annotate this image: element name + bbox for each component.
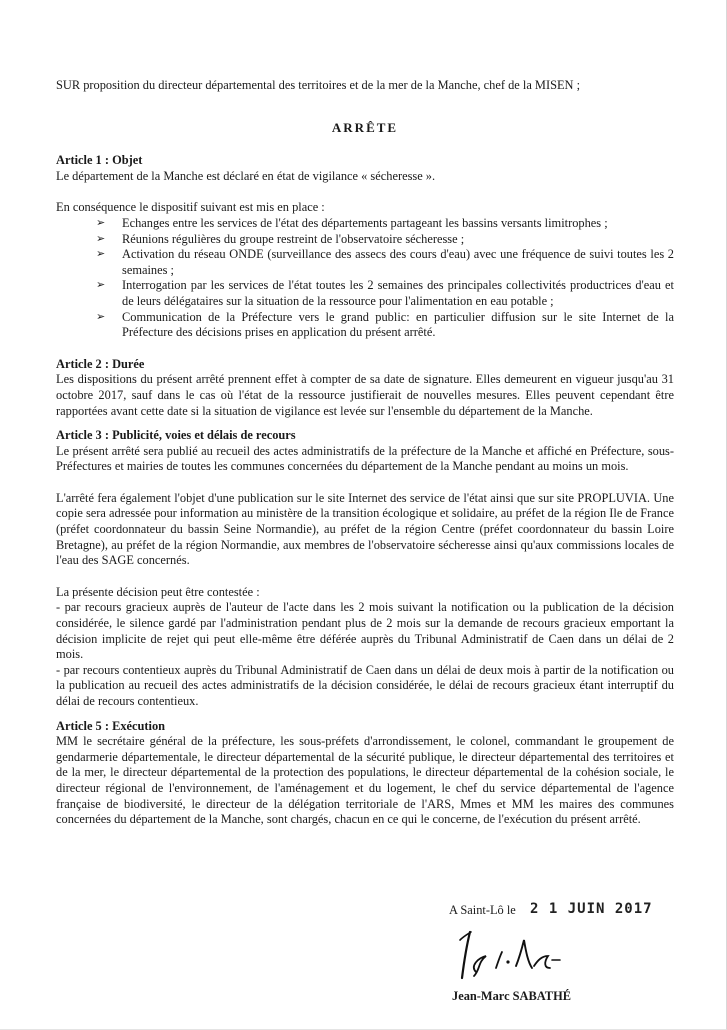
article-3-paragraph-2: L'arrêté fera également l'objet d'une publication sur le site Internet des service de l'état ainsi que sur site PROPLUVIA. Une copie sera adressée pour information au ministère de la transition écologique et solidaire, au préfet de la région Ile de France (préfet coordonnateur du bassin Seine Normandie), au préfet de la région Centre (préfet coordonnateur du bassin Loire Bretagne), au préfet de la région Normandie, aux membres de l'observatoire sécheresse ainsi qu'aux commissions locales de l'eau des SAGE concernés.	[56, 490, 674, 568]
date-stamp: 2 1 JUIN 2017	[530, 901, 653, 917]
article-3-paragraph-1: Le présent arrêté sera publié au recueil des actes administratifs de la préfecture de la Manche et affiché en Préfecture, sous-Préfectures et mairies de toutes les communes concernées du département de la Manche pendant au moins un mois.	[56, 443, 674, 474]
arrow-bullet-icon: ➢	[96, 232, 106, 245]
arrow-bullet-icon: ➢	[96, 248, 106, 261]
article-1-text: Le département de la Manche est déclaré en état de vigilance « sécheresse ».	[56, 168, 436, 183]
list-item: ➢ Echanges entre les services de l'état des départements partageant les bassins versants limitrophes ;	[96, 215, 608, 230]
article-2-text: Les dispositions du présent arrêté prennent effet à compter de sa date de signature. Elles demeurent en vigueur jusqu'au 31 octobre 2017, sauf dans le cas où l'état de la ressource justifierait de nouvelles mesures. Elles peuvent cependant être rapportées avant cette date si la situation de vigilance est levée sur l'ensemble du département de la Manche.	[56, 372, 674, 418]
list-item: ➢ Interrogation par les services de l'état toutes les 2 semaines des principales collectivités productrices d'eau et de leurs délégataires sur la situation de la ressource pour l'alimentation en eau potable ;	[96, 278, 674, 308]
article-1-lead: En conséquence le dispositif suivant est mis en place :	[56, 200, 325, 215]
list-item: ➢ Communication de la Préfecture vers le grand public: en particulier diffusion sur le site Internet de la Préfecture des décisions prises en application du présent arrêté.	[96, 309, 674, 340]
arrow-bullet-icon: ➢	[96, 279, 106, 292]
arrow-bullet-icon: ➢	[96, 310, 106, 323]
article-1-heading: Article 1 : Objet	[56, 153, 143, 168]
article-3-recourse-gracieux: - par recours gracieux auprès de l'auteur de l'acte dans les 2 mois suivant la notification ou la publication de la décision considérée, le silence gardé par l'administration pendant plus de 2 mois sur la demande de recours gracieux emportant la décision implicite de rejet qui peut elle-même être déférée auprès du Tribunal Administratif de Caen dans un délai de 2 mois.	[56, 600, 674, 662]
list-item: ➢ Activation du réseau ONDE (surveillance des assecs des cours d'eau) avec une fréquence de suivi toutes les 2 semaines ;	[96, 247, 674, 277]
handwritten-signature	[448, 926, 588, 988]
measures-list	[56, 216, 674, 341]
list-item: ➢ Réunions régulières du groupe restreint de l'observatoire sécheresse ;	[96, 231, 465, 246]
article-5-text: MM le secrétaire général de la préfecture, les sous-préfets d'arrondissement, le colonel, commandant le groupement de gendarmerie départementale, le directeur départemental de la sécurité publique, le directeur départemental des territoires et de la mer, le directeur départemental de la protection des populations, le directeur départemental de la cohésion sociale, le directeur régional de l'environnement, de l'aménagement et du logement, le chef du service départemental de l'agence française de biodiversité, le directeur de la délégation territoriale de l'ARS, Mmes et MM les maires des communes concernées du département de la Manche, sont chargés, chacun en ce qui le concerne, de l'exécution du présent arrêté.	[56, 734, 674, 827]
signer-name: Jean-Marc SABATHÉ	[452, 989, 571, 1003]
article-3-heading: Article 3 : Publicité, voies et délais de recours	[56, 428, 296, 443]
document-title: ARRÊTE	[331, 119, 399, 135]
signature-place: A Saint-Lô le	[449, 903, 516, 917]
article-3-recourse-contentieux: - par recours contentieux auprès du Tribunal Administratif de Caen dans un délai de deux mois à partir de la notification ou la publication au recueil des actes administratifs de la décision considérée, le délai de recours gracieux étant interruptif du délai de recours contentieux.	[56, 662, 674, 708]
intro-paragraph: SUR proposition du directeur départemental des territoires et de la mer de la Manche, chef de la MISEN ;	[56, 78, 581, 92]
article-3-recourse-lead: La présente décision peut être contestée :	[56, 584, 260, 599]
article-5-heading: Article 5 : Exécution	[56, 718, 166, 733]
article-2-heading: Article 2 : Durée	[56, 356, 145, 371]
arrow-bullet-icon: ➢	[96, 216, 106, 229]
document-body	[56, 78, 674, 828]
